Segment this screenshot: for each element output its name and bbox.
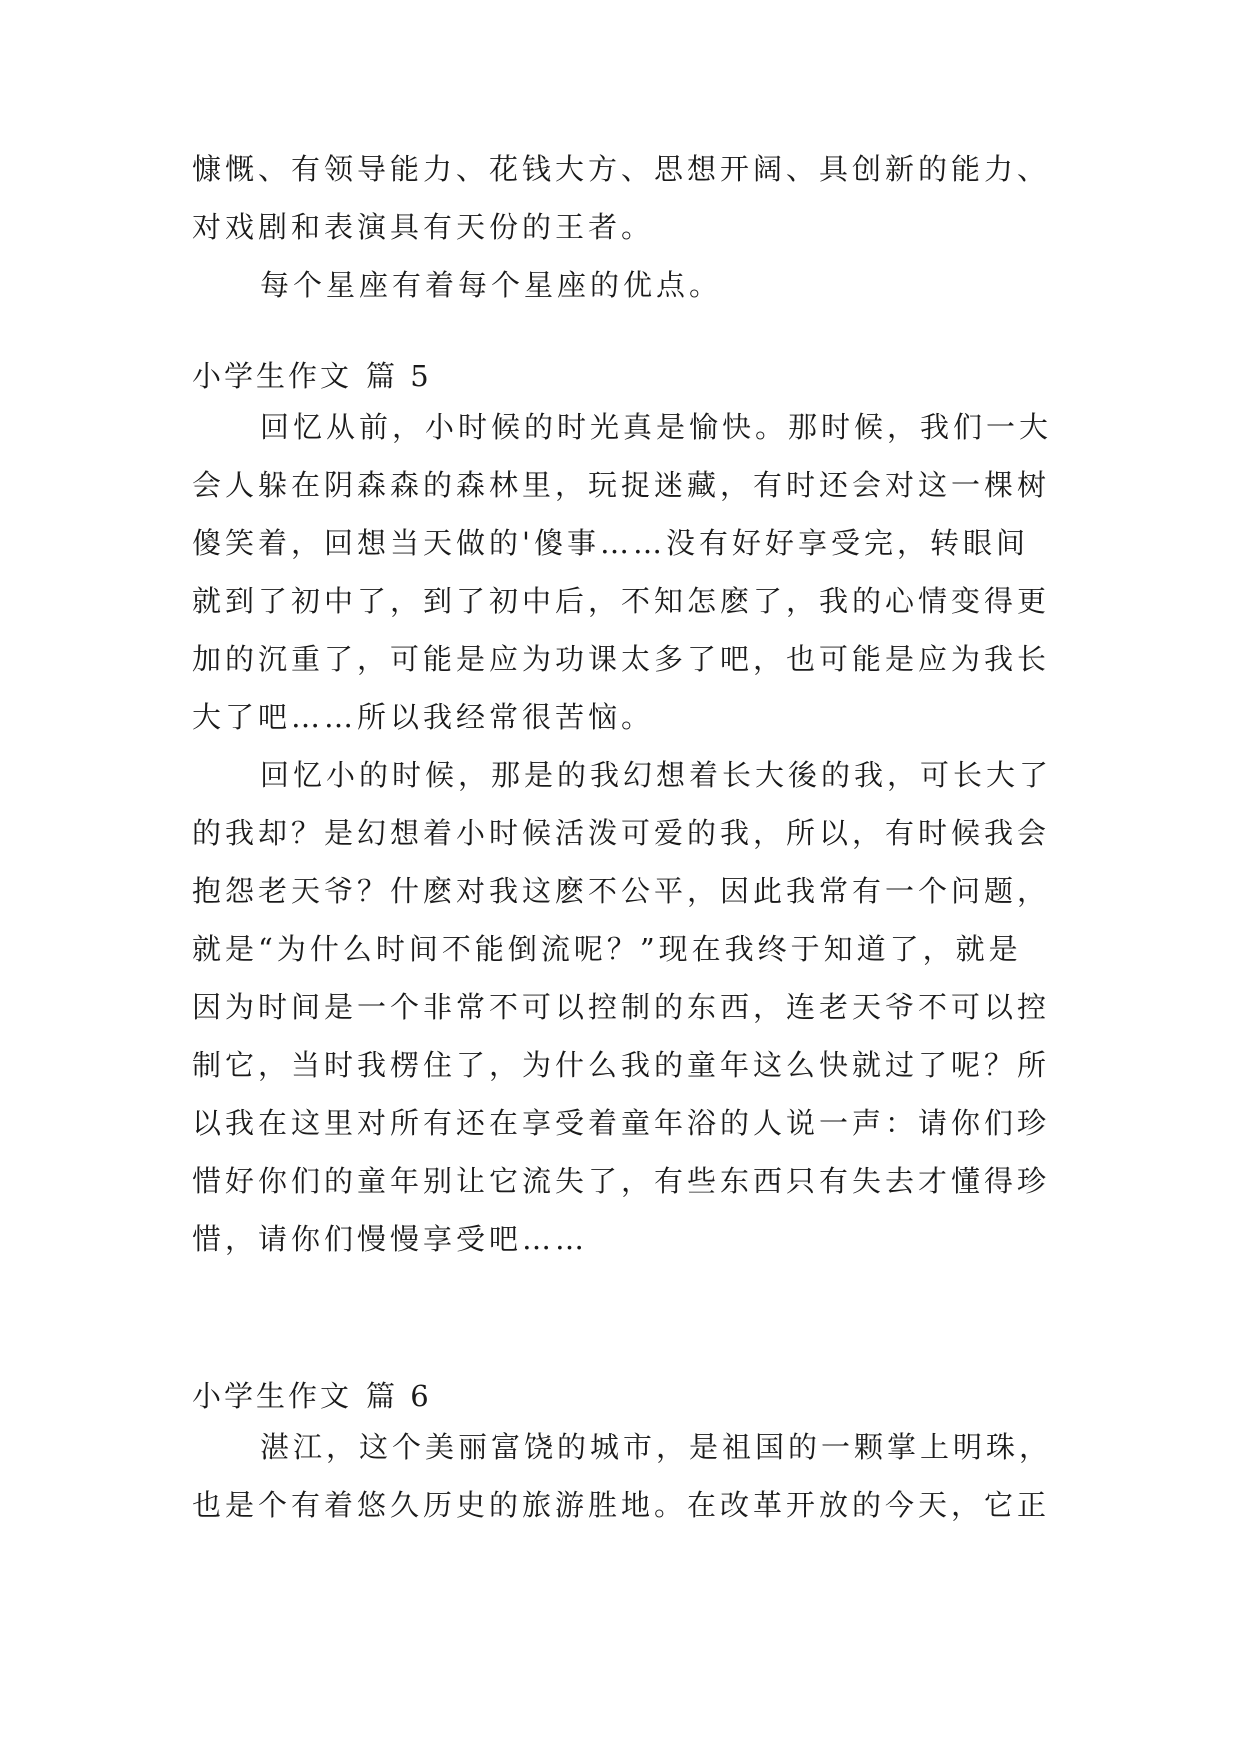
text-line: 以我在这里对所有还在享受着童年浴的人说一声：请你们珍 [192,1106,1051,1140]
section-title: 小学生作文 [192,359,353,393]
text-line: 惜，请你们慢慢享受吧…… [192,1222,589,1256]
section-title: 小学生作文 [192,1379,353,1413]
text-line: 惜好你们的童年别让它流失了，有些东西只有失去才懂得珍 [192,1164,1051,1198]
text-line: 湛江，这个美丽富饶的城市，是祖国的一颗掌上明珠， [260,1430,1053,1464]
section-6-body [192,1418,1072,1534]
text-line: 抱怨老天爷？什麽对我这麽不公平，因此我常有一个问题， [192,874,1051,908]
text-line: 就到了初中了，到了初中后，不知怎麽了，我的心情变得更 [192,584,1051,618]
text-line: 就是“为什么时间不能倒流呢？”现在我终于知道了，就是 [192,932,1022,966]
text-line: 回忆小的时候，那是的我幻想着长大後的我，可长大了 [260,758,1053,792]
text-line: 慷慨、有领导能力、花钱大方、思想开阔、具创新的能力、 [192,152,1051,186]
text-line: 傻笑着，回想当天做的'傻事……没有好好享受完，转眼间 [192,526,1029,560]
section-number: 篇 6 [366,1379,432,1413]
section-5-body [192,398,1072,1268]
text-line: 大了吧……所以我经常很苦恼。 [192,700,655,734]
prev-section-text [192,140,1072,314]
text-line: 加的沉重了，可能是应为功课太多了吧，也可能是应为我长 [192,642,1051,676]
text-line: 的我却？是幻想着小时候活泼可爱的我，所以，有时候我会 [192,816,1051,850]
text-line: 制它，当时我楞住了，为什么我的童年这么快就过了呢？所 [192,1048,1051,1082]
section-heading-6 [192,1376,432,1416]
text-line: 每个星座有着每个星座的优点。 [260,268,723,302]
text-line: 回忆从前，小时候的时光真是愉快。那时候，我们一大 [260,410,1053,444]
section-heading-5 [192,356,432,396]
text-line: 因为时间是一个非常不可以控制的东西，连老天爷不可以控 [192,990,1051,1024]
section-number: 篇 5 [366,359,432,393]
text-line: 也是个有着悠久历史的旅游胜地。在改革开放的今天，它正 [192,1488,1051,1522]
text-line: 会人躲在阴森森的森林里，玩捉迷藏，有时还会对这一棵树 [192,468,1051,502]
text-line: 对戏剧和表演具有天份的王者。 [192,210,655,244]
